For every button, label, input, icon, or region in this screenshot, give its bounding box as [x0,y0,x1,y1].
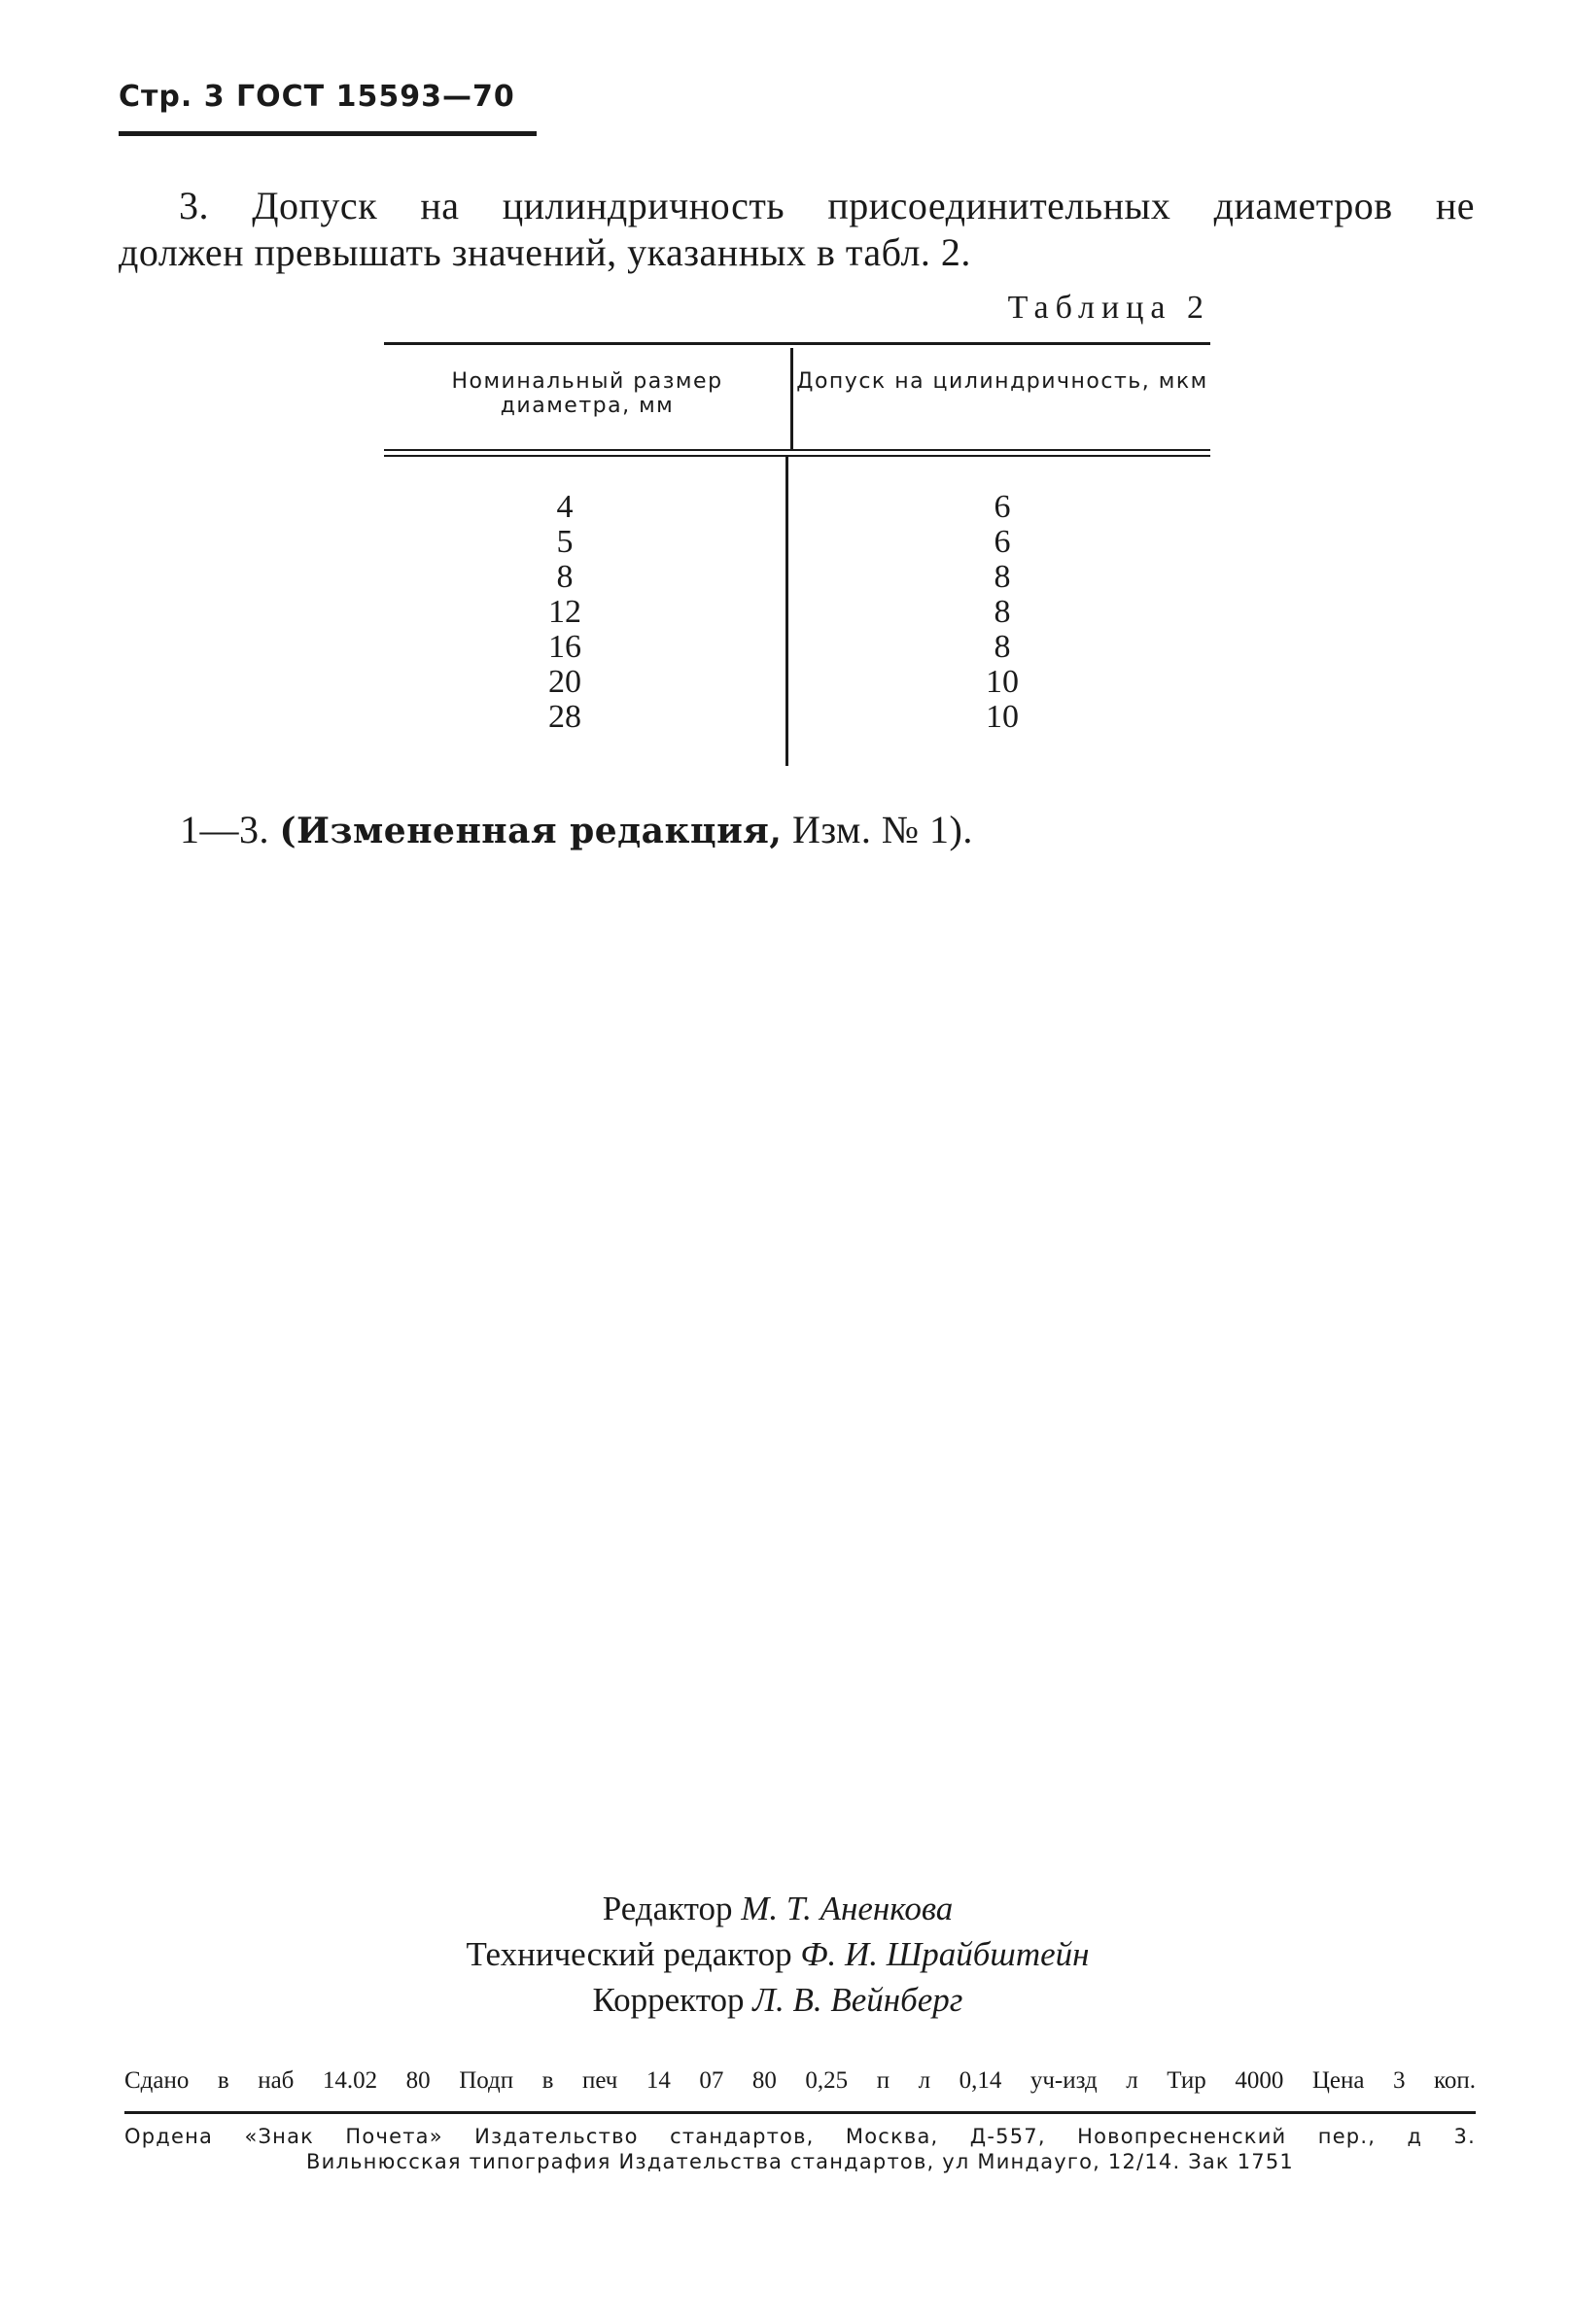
table-cell: 4 [556,489,574,525]
tolerance-table [384,342,1210,770]
credit-corrector [292,1977,1264,2023]
table-cell: 28 [548,699,581,735]
table-cell: 6 [994,489,1011,525]
credit-role: Редактор [602,1890,733,1927]
amendment-bold: (Измененная редакция, [279,811,783,851]
table-cell: 12 [548,594,581,630]
imprint-printer-line: Вильнюсская типография Издательства стандартов, ул Миндауго, 12/14. Зак 1751 [306,2150,1294,2173]
table-body-divider [785,457,788,766]
table-cell: 6 [994,524,1011,560]
credit-name: Ф. И. Шрайбштейн [800,1935,1090,1973]
table-cell: 10 [986,664,1019,700]
amendment-suffix: Изм. № 1). [791,808,973,851]
table-cell: 8 [994,594,1011,630]
table-caption: Таблица 2 [1007,290,1210,326]
amendment-note [180,807,973,852]
credit-name: Л. В. Вейнберг [752,1981,963,2019]
paragraph-line-2: должен превышать значений, указанных в табл. 2. [119,230,971,274]
table-cell: 8 [556,559,574,595]
clause-3-paragraph [119,183,1475,276]
imprint-rule [124,2111,1476,2114]
imprint-print-data: Сдано в наб 14.02 80 Подп в печ 14 07 80 0,25 п л 0,14 уч-изд л Тир 4000 Цена 3 коп. [124,2067,1476,2094]
imprint-publisher [124,2124,1476,2174]
table-cell: 8 [994,559,1011,595]
credit-role: Технический редактор [466,1935,792,1973]
table-cell: 16 [548,629,581,665]
credit-editor [292,1886,1264,1931]
imprint-publisher-line: Ордена «Знак Почета» Издательство стандартов, Москва, Д-557, Новопресненский пер., д 3. [124,2125,1476,2148]
credit-tech-editor [292,1931,1264,1977]
column-header-diameter: Номинальный размер диаметра, мм [451,369,723,418]
amendment-prefix: 1—3. [180,808,269,851]
column-header-tolerance: Допуск на цилиндричность, мкм [796,369,1208,394]
table-header-divider [790,348,793,449]
header-rule [119,131,537,136]
diameter-column [384,490,746,735]
table-cell: 10 [986,699,1019,735]
page-header: Стр. 3 ГОСТ 15593—70 [119,80,515,114]
paragraph-line-1: 3. Допуск на цилиндричность присоединительных диаметров не [179,184,1475,227]
table-top-rule [384,342,1210,345]
credits-block [292,1886,1264,2023]
credit-role: Корректор [592,1981,745,2019]
credit-name: М. Т. Аненкова [741,1890,954,1927]
table-cell: 20 [548,664,581,700]
table-cell: 8 [994,629,1011,665]
table-cell: 5 [556,524,574,560]
table-header-rule [384,449,1210,451]
tolerance-column [794,490,1210,735]
table-header-rule-double [384,455,1210,457]
